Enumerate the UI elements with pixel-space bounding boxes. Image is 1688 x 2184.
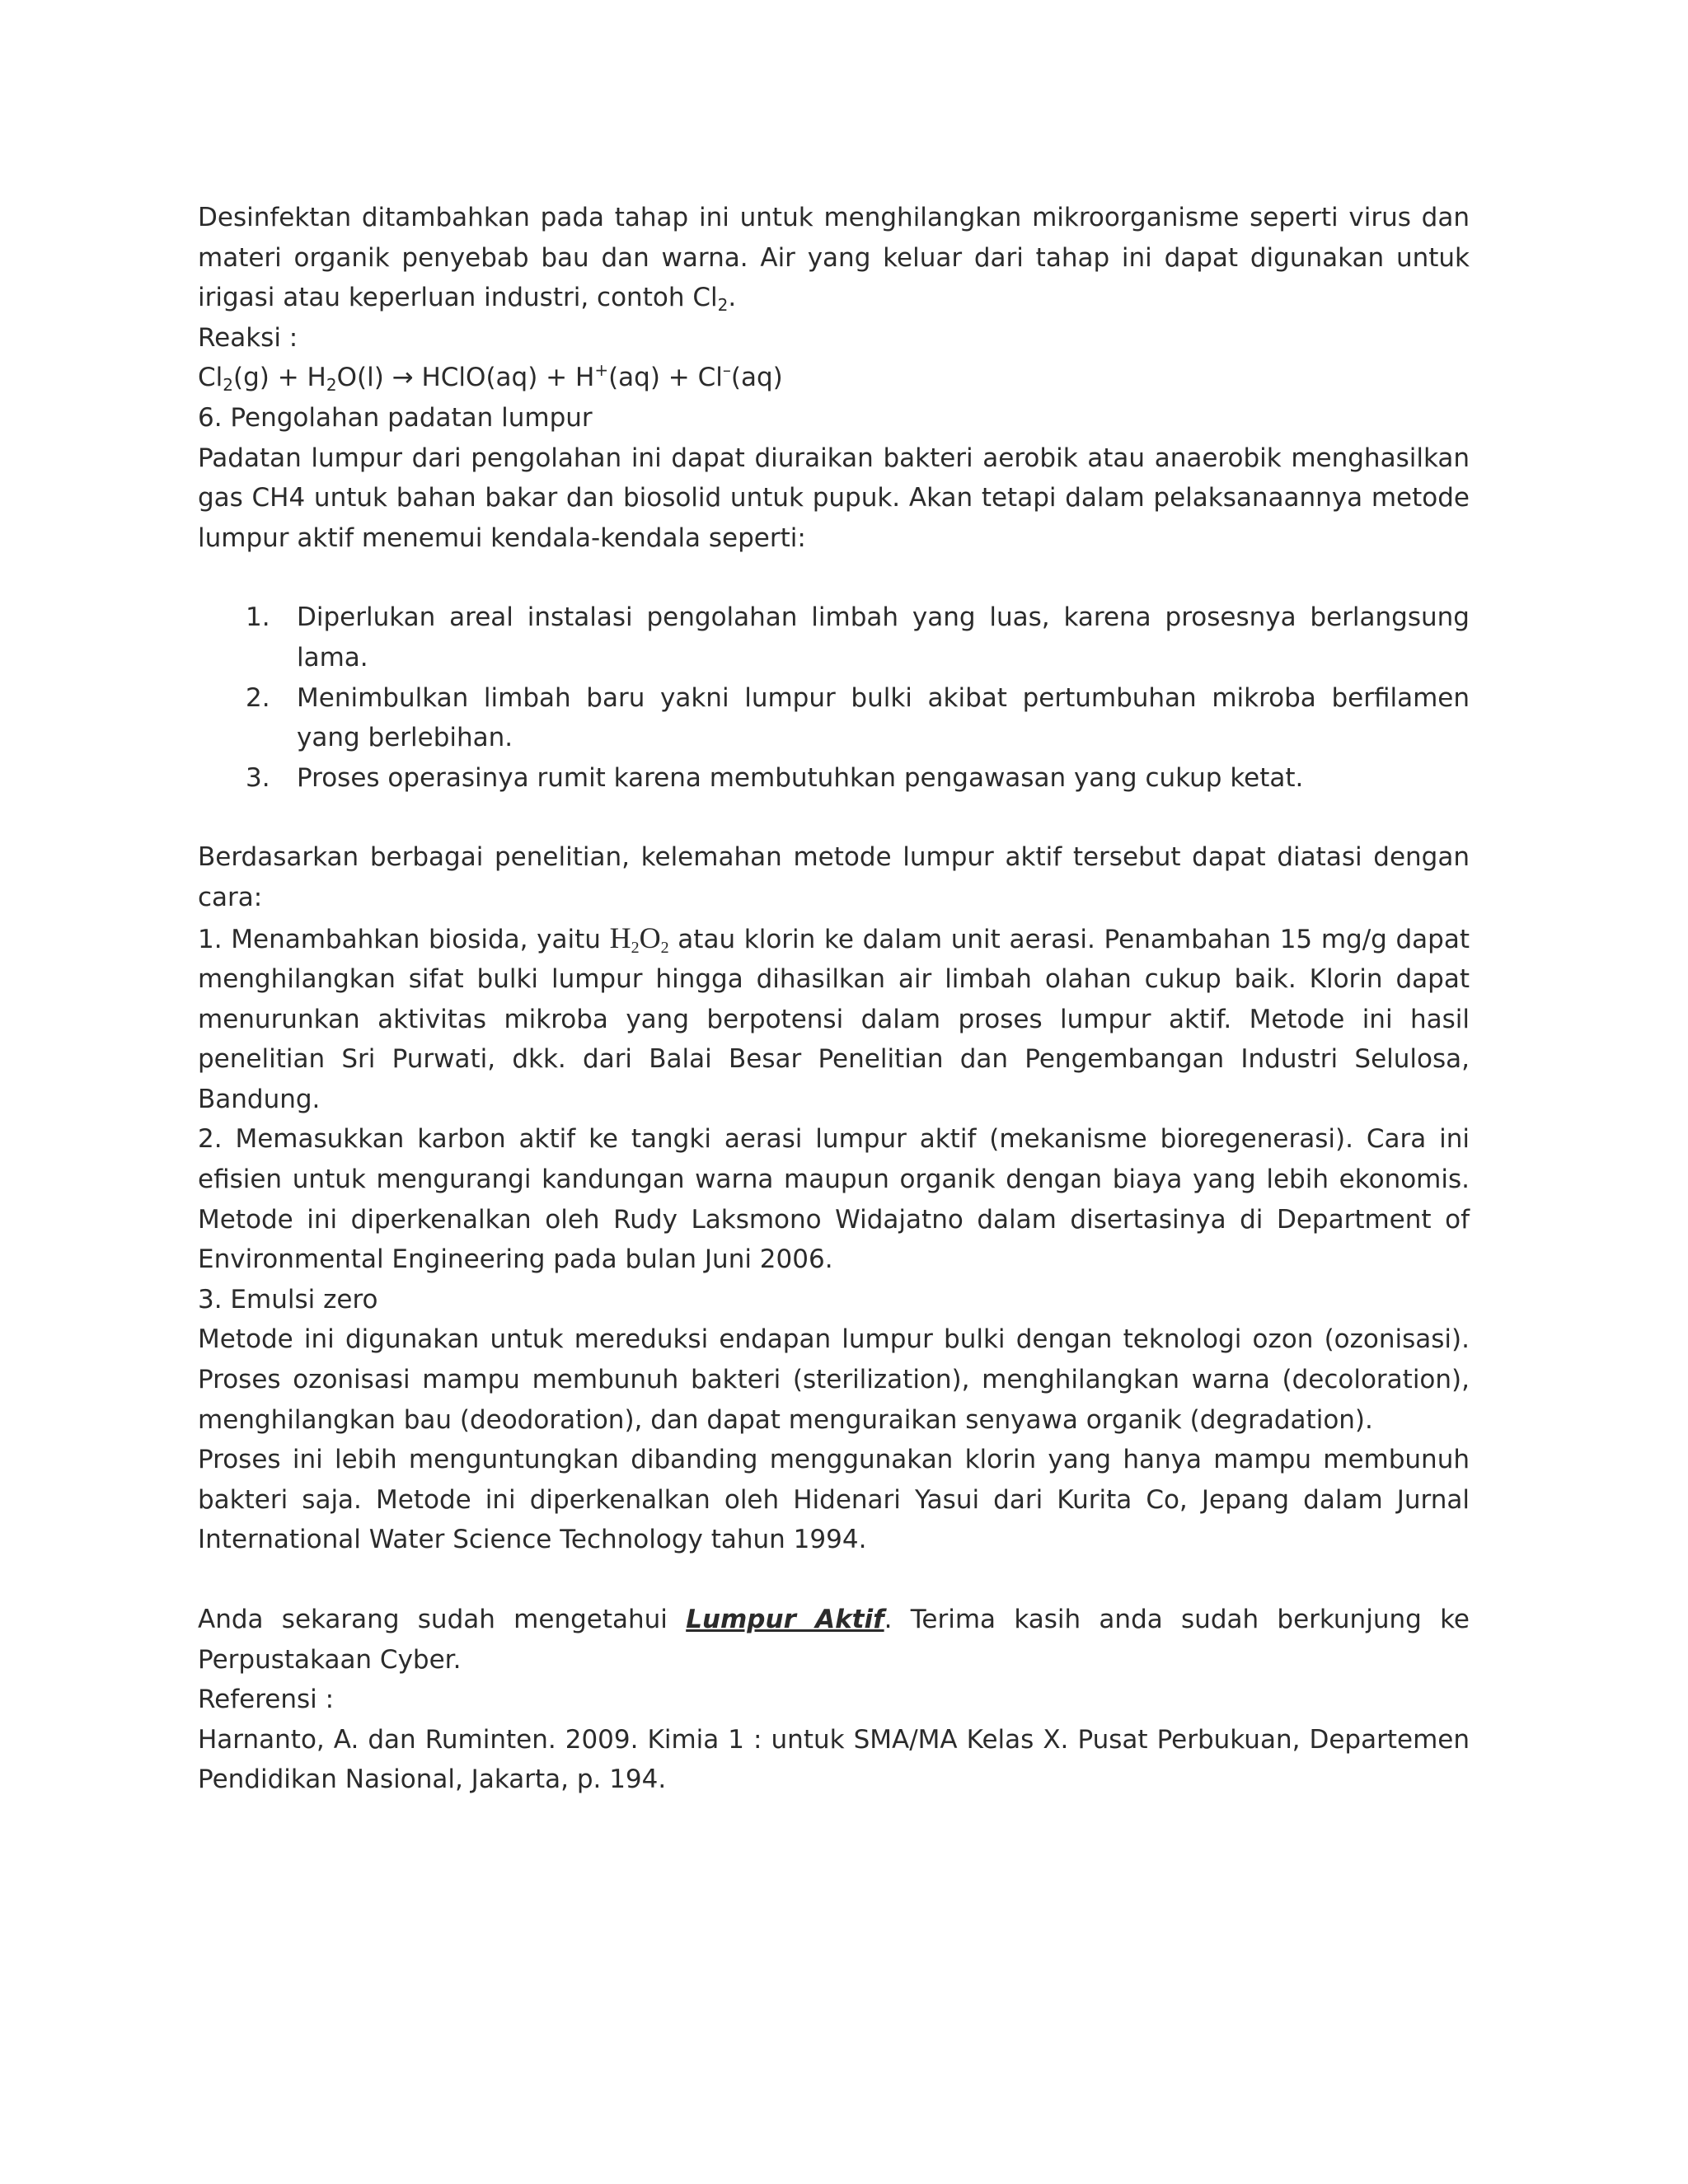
reference-entry: Harnanto, A. dan Ruminten. 2009. Kimia 1 : untuk SMA/MA Kelas X. Pusat Perbukuan, Departemen Pendidikan Nasional, Jakarta, p. 194. xyxy=(198,1724,1470,1795)
solution-text: 1. Menambahkan biosida, yaitu xyxy=(198,924,610,954)
reference-label: Referensi : xyxy=(198,1685,335,1715)
subscript: 2 xyxy=(631,938,640,957)
eq-part: (g) + H xyxy=(233,363,326,393)
list-number: 3. xyxy=(246,762,270,793)
list-text: Menimbulkan limbah baru yakni lumpur bulki akibat pertumbuhan mikroba berfilamen yang berlebihan. xyxy=(297,682,1470,753)
solution-3-heading: 3. Emulsi zero xyxy=(198,1284,378,1315)
subscript: 2 xyxy=(660,938,669,957)
issues-list xyxy=(198,598,1470,798)
solution-2: 2. Memasukkan karbon aktif ke tangki aerasi lumpur aktif (mekanisme bioregenerasi). Cara ini efisien untuk mengurangi kandungan warna maupun organik dengan biaya yang lebih ekonomis. Metode ini diperkenalkan oleh Rudy Laksmono Widajatno dalam disertasinya di Department of Environmental Engineering pada bulan Juni 2006. xyxy=(198,1124,1470,1275)
closing-paragraph xyxy=(198,1600,1470,1680)
list-item xyxy=(198,758,1470,799)
lumpur-aktif-link[interactable]: Lumpur Aktif xyxy=(686,1605,884,1634)
section-body: Padatan lumpur dari pengolahan ini dapat diuraikan bakteri aerobik atau anaerobik menghasilkan gas CH4 untuk bahan bakar dan biosolid untuk pupuk. Akan tetapi dalam pelaksanaannya metode lumpur aktif menemui kendala-kendala seperti: xyxy=(198,443,1470,553)
intro-paragraph xyxy=(198,198,1470,318)
closing-text: . Terima kasih anda sudah berkunjung ke Perpustakaan Cyber. xyxy=(198,1605,1470,1675)
reaction-label: Reaksi : xyxy=(198,322,298,353)
eq-part: O(l) → HClO(aq) + H xyxy=(336,363,595,393)
spacer xyxy=(198,1560,1470,1600)
list-text: Proses operasinya rumit karena membutuhkan pengawasan yang cukup ketat. xyxy=(297,762,1304,793)
formula-part: H xyxy=(609,921,631,954)
eq-part: Cl xyxy=(198,363,223,393)
subscript: 2 xyxy=(717,295,729,316)
eq-part: (aq) xyxy=(730,363,783,393)
formula-part: O xyxy=(639,921,661,954)
solution-text: atau klorin ke dalam unit aerasi. Penambahan 15 mg/g dapat menghilangkan sifat bulki lumpur hingga dihasilkan air limbah olahan cukup baik. Klorin dapat menurunkan aktivitas mikroba yang berpotensi dalam proses lumpur aktif. Metode ini hasil penelitian Sri Purwati, dkk. dari Balai Besar Penelitian dan Pengembangan Industri Selulosa, Bandung. xyxy=(198,924,1470,1114)
document-page xyxy=(198,198,1470,1800)
list-number: 1. xyxy=(246,602,270,633)
solution-3-body-2: Proses ini lebih menguntungkan dibanding menggunakan klorin yang hanya mampu membunuh bakteri saja. Metode ini diperkenalkan oleh Hidenari Yasui dari Kurita Co, Jepang dalam Jurnal International Water Science Technology tahun 1994. xyxy=(198,1445,1470,1555)
list-text: Diperlukan areal instalasi pengolahan limbah yang luas, karena prosesnya berlangsung lama. xyxy=(297,602,1470,673)
subscript: 2 xyxy=(326,375,337,396)
chemical-formula xyxy=(609,921,669,957)
solution-1 xyxy=(198,918,1470,1120)
spacer xyxy=(198,798,1470,837)
list-number: 2. xyxy=(246,682,270,713)
eq-part: (aq) + Cl xyxy=(608,363,723,393)
section-heading: 6. Pengolahan padatan lumpur xyxy=(198,402,593,433)
superscript: – xyxy=(722,360,731,381)
solutions-intro: Berdasarkan berbagai penelitian, kelemahan metode lumpur aktif tersebut dapat diatasi dengan cara: xyxy=(198,842,1470,912)
reaction-equation xyxy=(198,358,1470,398)
subscript: 2 xyxy=(223,375,233,396)
superscript: + xyxy=(594,360,609,381)
intro-text: Desinfektan ditambahkan pada tahap ini untuk menghilangkan mikroorganisme seperti virus dan materi organik penyebab bau dan warna. Air yang keluar dari tahap ini dapat digunakan untuk irigasi atau keperluan industri, contoh Cl xyxy=(198,203,1470,313)
closing-text: Anda sekarang sudah mengetahui xyxy=(198,1605,687,1634)
intro-end: . xyxy=(728,283,737,313)
solution-3-body: Metode ini digunakan untuk mereduksi endapan lumpur bulki dengan teknologi ozon (ozonisasi). Proses ozonisasi mampu membunuh bakteri (sterilization), menghilangkan warna (decoloration), menghilangkan bau (deodoration), dan dapat menguraikan senyawa organik (degradation). xyxy=(198,1324,1470,1435)
list-item xyxy=(198,598,1470,677)
list-item xyxy=(198,678,1470,758)
spacer xyxy=(198,558,1470,598)
